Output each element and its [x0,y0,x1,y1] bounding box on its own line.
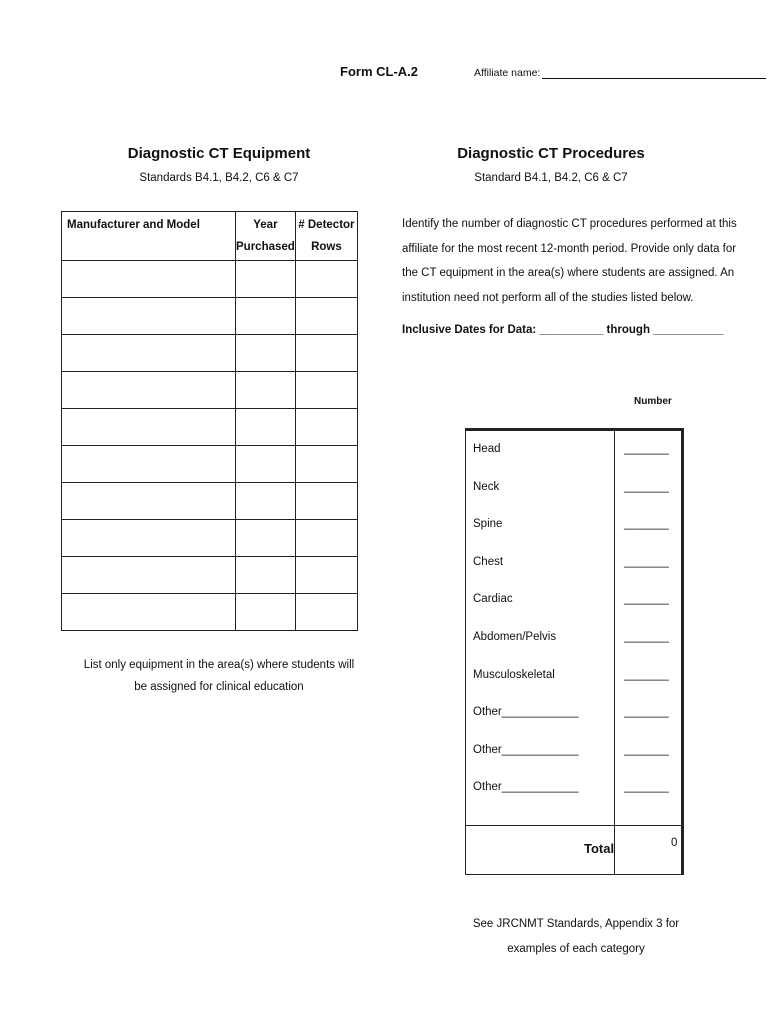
procedure-label: Other____________ [473,706,579,719]
procedures-title: Diagnostic CT Procedures [457,145,645,162]
procedure-count-field[interactable]: _______ [624,593,669,606]
manufacturer-model-cell[interactable] [62,483,236,520]
procedure-label: Cardiac [473,593,513,606]
procedure-count-field[interactable]: _______ [624,743,669,756]
equipment-row [62,261,358,298]
procedure-count-field[interactable]: _______ [624,668,669,681]
equipment-row [62,409,358,446]
inclusive-dates[interactable]: Inclusive Dates for Data: __________ through ___________ [402,324,724,336]
total-value: 0 [671,837,678,849]
procedure-label: Musculoskeletal [473,668,555,681]
manufacturer-model-cell[interactable] [62,335,236,372]
procedure-label: Head [473,443,501,455]
procedures-table [465,428,684,875]
equipment-row [62,446,358,483]
year-purchased-cell[interactable] [236,335,296,372]
form-id: Form CL-A.2 [340,64,418,79]
manufacturer-model-cell[interactable] [62,446,236,483]
procedures-instructions: Identify the number of diagnostic CT procedures performed at this affiliate for the most recent 12-month period. Provide only data for the CT equipment in the area(s) where students are assigned. An institution need not perform all of the studies listed below. [402,218,737,304]
equipment-row [62,594,358,631]
detector-rows-cell[interactable] [295,298,357,335]
manufacturer-model-cell[interactable] [62,372,236,409]
equipment-row [62,557,358,594]
col-year-purchased: Year Purchased [236,212,296,261]
procedure-label: Spine [473,518,503,531]
detector-rows-cell[interactable] [295,446,357,483]
equipment-row [62,298,358,335]
detector-rows-cell[interactable] [295,520,357,557]
manufacturer-model-cell[interactable] [62,298,236,335]
equipment-row [62,483,358,520]
detector-rows-cell[interactable] [295,557,357,594]
affiliate-name-label: Affiliate name: [474,67,541,79]
detector-rows-cell[interactable] [295,372,357,409]
year-purchased-cell[interactable] [236,483,296,520]
detector-rows-cell[interactable] [295,594,357,631]
procedure-count-field[interactable]: _______ [624,631,669,643]
manufacturer-model-cell[interactable] [62,557,236,594]
manufacturer-model-cell[interactable] [62,594,236,631]
equipment-row [62,335,358,372]
year-purchased-cell[interactable] [236,409,296,446]
year-purchased-cell[interactable] [236,261,296,298]
equipment-standards: Standards B4.1, B4.2, C6 & C7 [139,172,299,184]
procedure-count-field[interactable]: _______ [624,781,669,794]
procedure-count-field[interactable]: _______ [624,518,669,531]
manufacturer-model-cell[interactable] [62,520,236,557]
procedure-count-field[interactable]: _______ [624,443,669,455]
equipment-row [62,520,358,557]
detector-rows-cell[interactable] [295,409,357,446]
number-column-header: Number [634,396,672,407]
detector-rows-cell[interactable] [295,261,357,298]
year-purchased-cell[interactable] [236,557,296,594]
procedure-label: Abdomen/Pelvis [473,631,557,643]
equipment-row [62,372,358,409]
manufacturer-model-cell[interactable] [62,261,236,298]
procedure-count-field[interactable]: _______ [624,555,669,568]
procedures-standards: Standard B4.1, B4.2, C6 & C7 [474,172,628,184]
procedure-label: Other____________ [473,743,579,756]
detector-rows-cell[interactable] [295,335,357,372]
procedure-label: Neck [473,480,500,493]
equipment-title: Diagnostic CT Equipment [127,145,311,162]
procedure-count-field[interactable]: _______ [624,480,669,493]
procedures-footnote: See JRCNMT Standards, Appendix 3 for examples of each category [472,918,680,955]
year-purchased-cell[interactable] [236,594,296,631]
equipment-note: List only equipment in the area(s) where students will be assigned for clinical education [83,659,355,693]
year-purchased-cell[interactable] [236,372,296,409]
col-manufacturer-model: Manufacturer and Model [62,212,236,261]
procedure-label: Chest [473,555,504,568]
year-purchased-cell[interactable] [236,298,296,335]
procedure-count-field[interactable]: _______ [624,706,669,719]
procedure-label: Other____________ [473,781,579,794]
equipment-table [61,211,358,631]
col-detector-rows: # Detector Rows [295,212,357,261]
affiliate-name-field[interactable] [474,66,766,79]
detector-rows-cell[interactable] [295,483,357,520]
affiliate-name-line[interactable] [542,66,766,79]
year-purchased-cell[interactable] [236,520,296,557]
year-purchased-cell[interactable] [236,446,296,483]
manufacturer-model-cell[interactable] [62,409,236,446]
total-label: Total [584,841,615,856]
